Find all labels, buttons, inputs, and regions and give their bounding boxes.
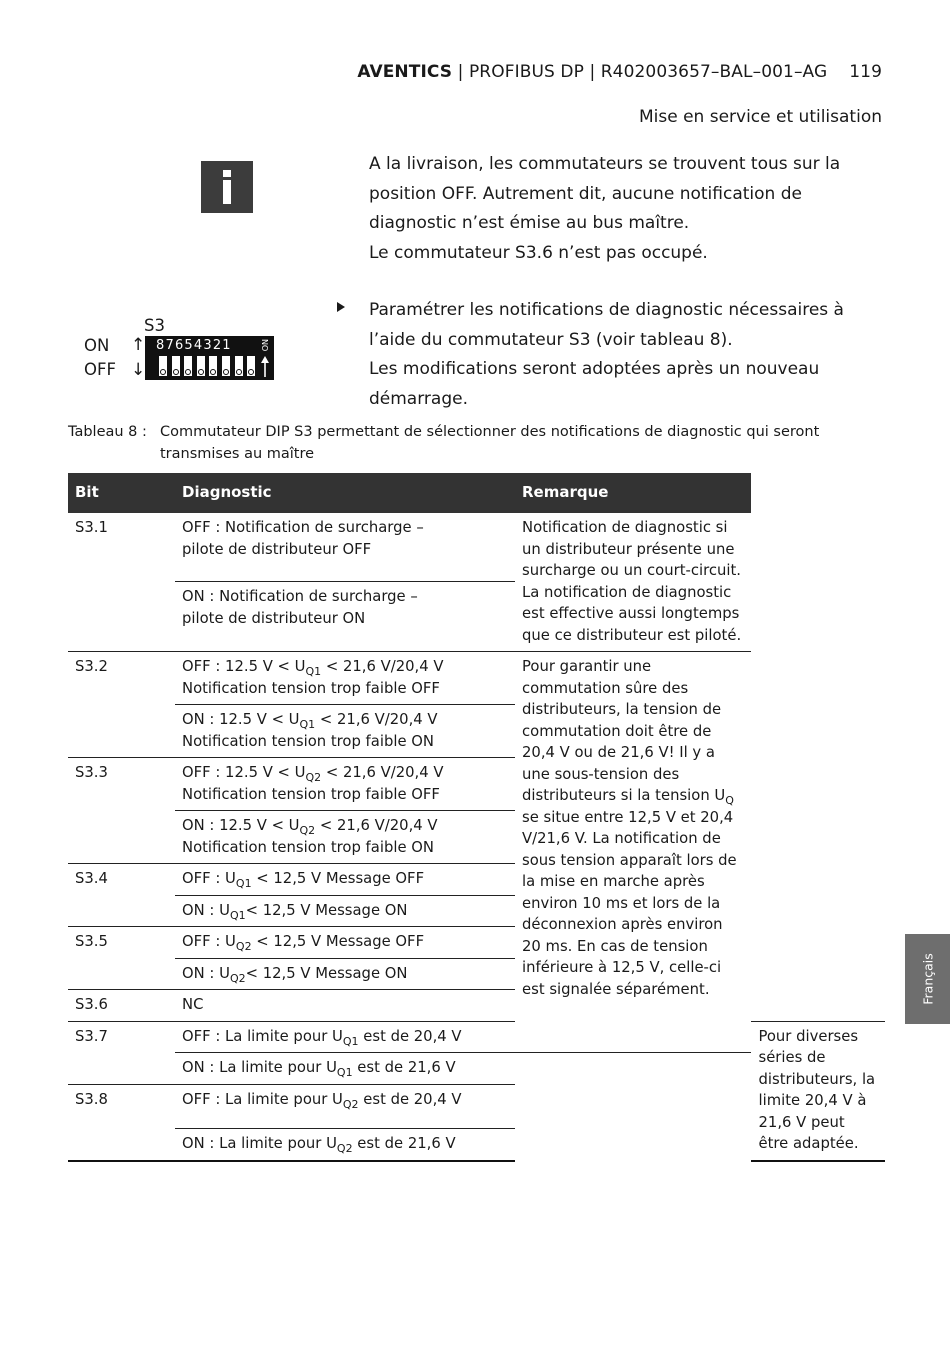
cell-line: pilote de distributeur OFF — [182, 540, 372, 558]
cell-line: OFF : 12.5 $V < U_{Q1} < 21,6$ V/20,4 V — [182, 658, 444, 678]
diagnostic-on-cell — [175, 582, 515, 652]
diagnostic-off-cell: OFF : $U_{Q1} < 12,5$ V Message OFF — [175, 864, 515, 896]
bit-cell: S3.7 — [68, 1021, 175, 1084]
switch-lever — [184, 356, 192, 376]
cell-line: OFF : Notification de surcharge – — [182, 519, 424, 536]
arrow-down-icon: ↓ — [131, 360, 146, 380]
table-header-row — [68, 473, 885, 513]
instruction-line: Paramétrer les notifications de diagnostic nécessaires à — [369, 300, 844, 320]
diagnostic-on-cell — [175, 705, 515, 758]
on-tag: ON — [261, 339, 270, 352]
switch-lever — [159, 356, 167, 376]
cell-line: ON : Notification de surcharge – — [182, 588, 418, 606]
brand-name: AVENTICS — [357, 62, 453, 82]
bit-cell: S3.1 — [68, 513, 175, 652]
table-row — [68, 958, 885, 990]
diagnostic-off-cell: OFF : $U_{Q2} < 12,5$ V Message OFF — [175, 927, 515, 959]
diagnostic-cell: NC — [175, 990, 515, 1022]
language-tab-label: Français — [920, 953, 935, 1005]
switch-lever — [222, 356, 230, 376]
table-row — [68, 513, 885, 582]
bit-cell: S3.6 — [68, 990, 175, 1022]
table-row — [68, 582, 885, 652]
dip-switch-name: S3 — [144, 316, 165, 335]
bullet-triangle-icon — [337, 302, 345, 312]
off-label: OFF — [84, 360, 116, 379]
info-icon — [201, 161, 253, 213]
remark-cell: Pour garantir une commutation sûre des distributeurs, la tension de commutation doit être de 20,4 V ou de 21,6 V! Il y a une sous-tension des distributeurs si la tension $U_Q$ se situe entre 12,5 V et 20,4 V/21,6 V. La notification de sous tension apparaît lors de la mise en marche après environ 10 ms et lors de la déconnexion après environ 20 ms. En cas de tension inférieure à 12,5 V, celle-ci est signalée séparément. — [515, 652, 751, 1053]
bit-cell: S3.3 — [68, 758, 175, 864]
header-bit: Bit — [68, 473, 175, 513]
table-row — [68, 811, 885, 864]
switch-numbers: 87654321 — [156, 338, 232, 353]
diagnostic-on-cell: ON : $U_{Q2}< 12,5$ V Message ON — [175, 958, 515, 990]
diagnostic-off-cell: OFF : La limite pour $U_{Q1}$ est de 20,4 V — [175, 1021, 515, 1053]
cell-line: Notification tension trop faible OFF — [182, 679, 440, 697]
switch-row — [159, 356, 255, 376]
switch-lever — [172, 356, 180, 376]
cell-line: Notification tension trop faible ON — [182, 732, 434, 750]
dip-switch-figure — [84, 316, 284, 386]
document-reference: | PROFIBUS DP | R402003657–BAL–001–AG — [452, 62, 828, 82]
diagnostic-on-cell: ON : La limite pour $U_{Q1}$ est de 21,6 V — [175, 1053, 515, 1085]
instruction-step — [337, 296, 877, 414]
diagnostic-on-cell: ON : La limite pour $U_{Q2}$ est de 21,6 V — [175, 1129, 515, 1161]
bit-cell: S3.2 — [68, 652, 175, 758]
table-caption — [68, 421, 883, 465]
table-row — [68, 652, 885, 705]
dip-switch-body — [145, 336, 274, 380]
switch-lever — [197, 356, 205, 376]
arrow-up-icon: ↑ — [131, 335, 146, 355]
switch-lever — [209, 356, 217, 376]
language-tab — [905, 934, 950, 1024]
remark-cell — [751, 990, 885, 1022]
info-note-line: A la livraison, les commutateurs se trouvent tous sur la — [369, 154, 841, 174]
caption-text: Commutateur DIP S3 permettant de sélectionner des notifications de diagnostic qui seront transmises au maître — [160, 424, 820, 462]
info-note-line: position OFF. Autrement dit, aucune notification de — [369, 183, 802, 204]
table-row — [68, 758, 885, 811]
bit-cell: S3.8 — [68, 1084, 175, 1161]
cell-line: Notification tension trop faible ON — [182, 838, 434, 856]
switch-lever — [247, 356, 255, 376]
instruction-line: démarrage. — [369, 388, 468, 409]
on-direction-arrow-icon — [260, 356, 270, 378]
instruction-line: l’aide du commutateur S3 (voir tableau 8). — [369, 329, 733, 350]
table-row — [68, 990, 885, 1022]
diagnostic-table — [68, 473, 885, 1162]
info-note-line: Le commutateur S3.6 n’est pas occupé. — [369, 242, 708, 263]
running-header — [357, 62, 882, 82]
table-row — [68, 864, 885, 896]
info-note — [369, 150, 869, 268]
instruction-line: Les modifications seront adoptées après un nouveau — [369, 359, 820, 379]
table-row — [68, 1021, 885, 1053]
info-note-line: diagnostic n’est émise au bus maître. — [369, 213, 690, 233]
cell-line: pilote de distributeur ON — [182, 609, 366, 627]
cell-line: ON : 12.5 $V < U_{Q1} < 21,6$ V/20,4 V — [182, 711, 438, 731]
on-label: ON — [84, 336, 110, 355]
diagnostic-off-cell: OFF : La limite pour $U_{Q2}$ est de 20,4 V — [175, 1084, 515, 1129]
diagnostic-off-cell — [175, 758, 515, 811]
bit-cell: S3.5 — [68, 927, 175, 990]
diagnostic-off-cell — [175, 513, 515, 582]
caption-number: Tableau 8 : — [68, 424, 147, 440]
section-title: Mise en service et utilisation — [638, 107, 882, 127]
page-number: 119 — [849, 62, 882, 82]
table-row — [68, 895, 885, 927]
remark-cell: Pour diverses séries de distributeurs, la limite 20,4 V à 21,6 V peut être adaptée. — [751, 1021, 885, 1161]
cell-line: Notification tension trop faible OFF — [182, 785, 440, 803]
remark-cell: Notification de diagnostic si un distributeur présente une surcharge ou un court-circuit. La notification de diagnostic est effective aussi longtemps que ce distributeur est piloté. — [515, 513, 751, 652]
diagnostic-on-cell: ON : $U_{Q1}< 12,5$ V Message ON — [175, 895, 515, 927]
header-remark: Remarque — [515, 473, 751, 513]
bit-cell: S3.4 — [68, 864, 175, 927]
switch-lever — [235, 356, 243, 376]
header-diagnostic: Diagnostic — [175, 473, 515, 513]
table-row — [68, 705, 885, 758]
cell-line: ON : 12.5 $V < U_{Q2} < 21,6$ V/20,4 V — [182, 817, 438, 837]
diagnostic-off-cell — [175, 652, 515, 705]
table-row — [68, 927, 885, 959]
diagnostic-on-cell — [175, 811, 515, 864]
cell-line: OFF : 12.5 $V < U_{Q2} < 21,6$ V/20,4 V — [182, 764, 444, 784]
